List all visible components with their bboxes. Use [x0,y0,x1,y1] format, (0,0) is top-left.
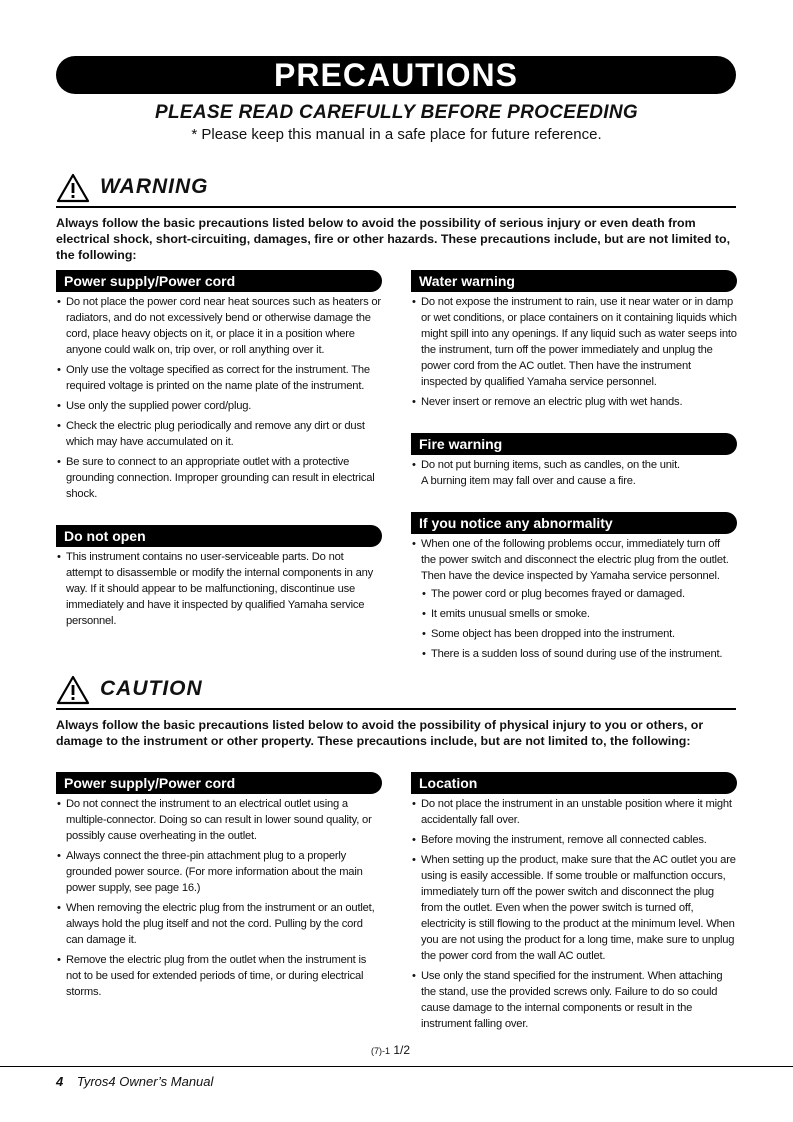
list-item: • Do not put burning items, such as candles, on the unit. [411,457,737,473]
subtitle: PLEASE READ CAREFULLY BEFORE PROCEEDING [155,102,638,123]
page-code-fraction: 1/2 [393,1043,411,1057]
do-not-open-section [56,525,382,633]
caution-heading [56,675,356,707]
power-supply-list [56,294,382,502]
caution-power-supply-list [56,796,382,1000]
list-item: • When one of the following problems occur, immediately turn off the power switch and disconnect the electric plug from the outlet. Then have the device inspected by Yamaha service personnel. [411,536,737,584]
keep-note: * Please keep this manual in a safe place for future reference. [191,126,602,143]
fire-warning-section [411,433,737,489]
caution-triangle-icon [56,675,90,705]
section-header-power-supply: Power supply/Power cord [56,270,382,292]
list-item: • Before moving the instrument, remove all connected cables. [411,832,737,848]
section-header-caution-power-supply: Power supply/Power cord [56,772,382,794]
sub-list-item: • It emits unusual smells or smoke. [421,606,737,622]
abnormality-section [411,512,737,666]
page-title: PRECAUTIONS [274,57,518,93]
abnormality-list [411,536,737,584]
caution-power-supply-section [56,772,382,1004]
list-item-continuation: A burning item may fall over and cause a fire. [421,475,636,487]
fire-warning-list [411,457,737,473]
water-warning-list [411,294,737,410]
warning-divider [56,206,736,208]
do-not-open-list [56,549,382,629]
page-code [371,1043,410,1057]
section-header-do-not-open: Do not open [56,525,382,547]
caution-divider [56,708,736,710]
abnormality-sub-list [421,586,737,662]
list-item: • Remove the electric plug from the outlet when the instrument is not to be used for extended periods of time, or during electrical storms. [56,952,382,1000]
list-item: • Use only the supplied power cord/plug. [56,398,382,414]
sub-list-item: • The power cord or plug becomes frayed or damaged. [421,586,737,602]
sub-list-item: • Some object has been dropped into the instrument. [421,626,737,642]
list-item: • Do not connect the instrument to an electrical outlet using a multiple-connector. Doing so can result in lower sound quality, or possibly cause overheating in the outlet. [56,796,382,844]
location-list [411,796,737,1032]
list-item: • Do not place the instrument in an unstable position where it might accidentally fall over. [411,796,737,828]
list-item: • This instrument contains no user-serviceable parts. Do not attempt to disassemble or modify the internal components in any way. If it should appear to be malfunctioning, discontinue use immediately and have it inspected by qualified Yamaha service personnel. [56,549,382,629]
list-item: • Only use the voltage specified as correct for the instrument. The required voltage is printed on the name plate of the instrument. [56,362,382,394]
list-item: • When setting up the product, make sure that the AC outlet you are using is easily accessible. If some trouble or malfunction occurs, immediately turn off the power switch and disconnect the plug from the outlet. Even when the power switch is turned off, electricity is still flowing to the product at the minimum level. When you are not using the product for a long time, make sure to unplug the power cord from the wall AC outlet. [411,852,737,964]
list-item: • Be sure to connect to an appropriate outlet with a protective grounding connection. Improper grounding can result in electrical shock. [56,454,382,502]
list-item: • When removing the electric plug from the instrument or an outlet, always hold the plug itself and not the cord. Pulling by the cord can damage it. [56,900,382,948]
sub-list-item: • There is a sudden loss of sound during use of the instrument. [421,646,737,662]
page-code-prefix: (7)-1 [371,1046,391,1056]
warning-triangle-icon [56,173,90,203]
water-warning-section [411,270,737,414]
manual-name: Tyros4 Owner’s Manual [76,1074,214,1089]
list-item: • Use only the stand specified for the instrument. When attaching the stand, use the provided screws only. Failure to do so could cause damage to the internal components or result in the instrument falling over. [411,968,737,1032]
list-item: • Always connect the three-pin attachment plug to a properly grounded power source. (For more information about the main power supply, see page 16.) [56,848,382,896]
warning-label: WARNING [100,175,209,198]
list-item: • Never insert or remove an electric plug with wet hands. [411,394,737,410]
caution-intro: Always follow the basic precautions listed below to avoid the possibility of physical injury to you or others, or damage to the instrument or other property. These precautions include, but are not limited to, the following: [56,718,704,748]
list-item: • Do not place the power cord near heat sources such as heaters or radiators, and do not excessively bend or otherwise damage the cord, place heavy objects on it, or place it in a position where anyone could walk on, trip over, or roll anything over it. [56,294,382,358]
list-item: • Do not expose the instrument to rain, use it near water or in damp or wet conditions, or place containers on it containing liquids which might spill into any openings. If any liquid such as water seeps into the instrument, turn off the power immediately and unplug the power cord from the AC outlet. Then have the instrument inspected by qualified Yamaha service personnel. [411,294,737,390]
section-header-location: Location [411,772,737,794]
section-header-abnormality: If you notice any abnormality [411,512,737,534]
warning-heading [56,173,356,205]
footer-divider [0,1066,793,1067]
page-number: 4 [56,1074,64,1089]
footer [56,1074,213,1089]
title-banner [56,56,736,94]
section-header-water-warning: Water warning [411,270,737,292]
section-header-fire-warning: Fire warning [411,433,737,455]
list-item: • Check the electric plug periodically and remove any dirt or dust which may have accumulated on it. [56,418,382,450]
location-section [411,772,737,1036]
warning-left-column [56,270,382,506]
caution-label: CAUTION [100,677,203,700]
warning-intro: Always follow the basic precautions listed below to avoid the possibility of serious injury or even death from electrical shock, short-circuiting, damages, fire or other hazards. These precautions include, but are not limited to, the following: [56,216,731,262]
